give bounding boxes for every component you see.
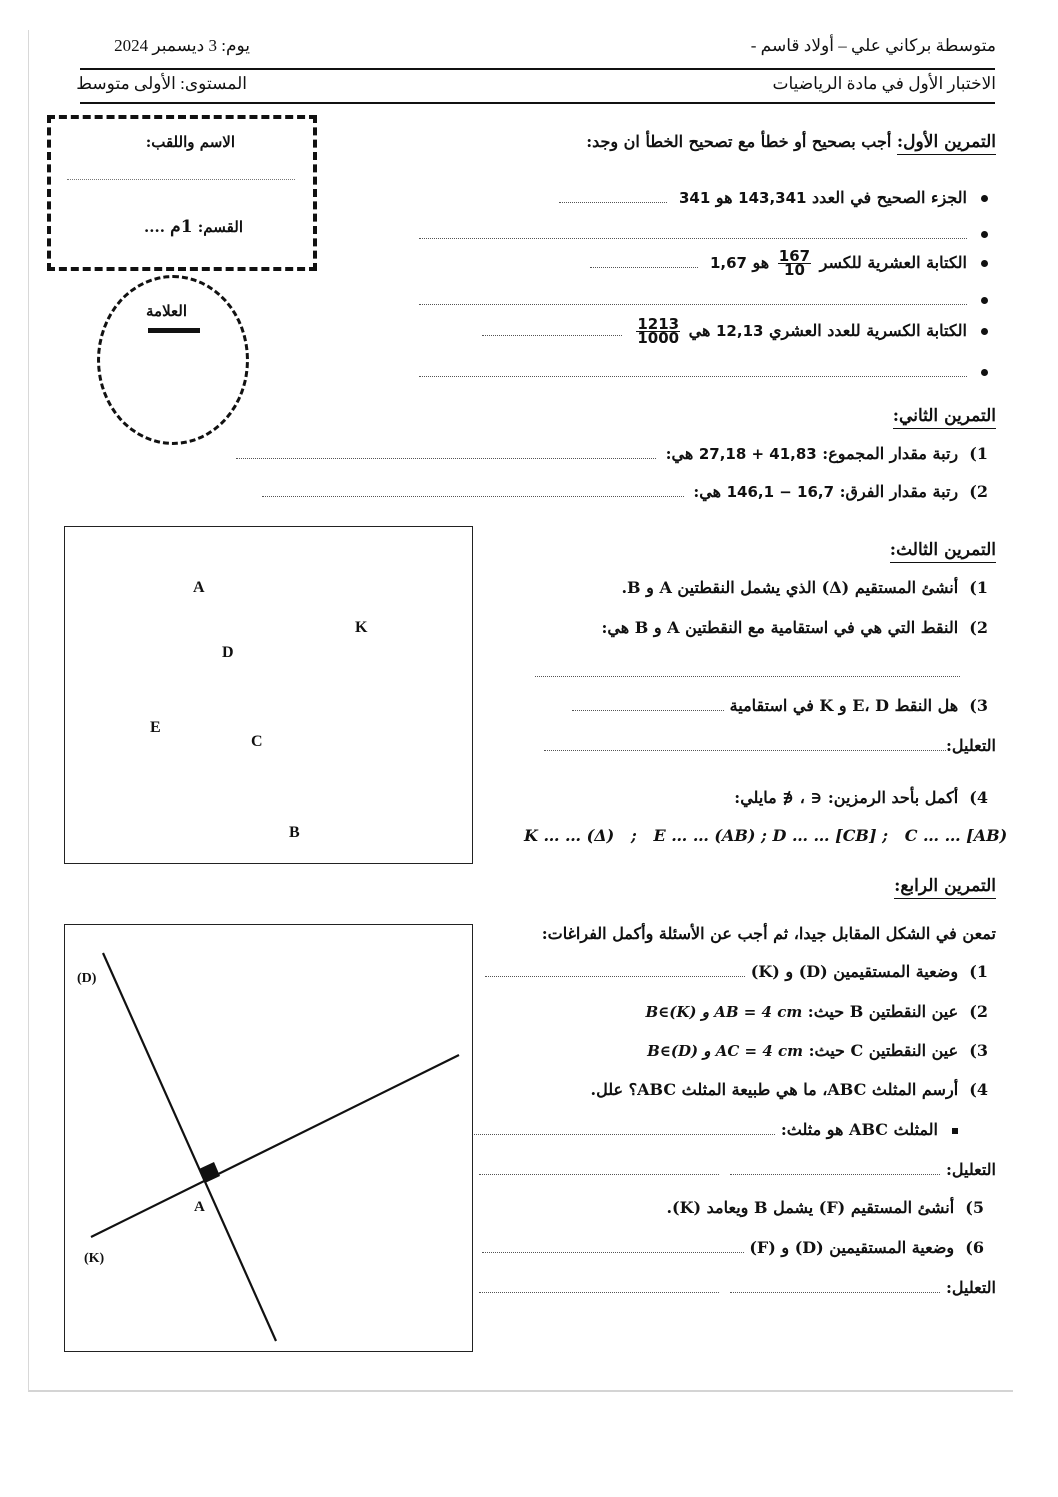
answer-field[interactable] xyxy=(236,448,656,459)
exercise2-header xyxy=(893,406,996,426)
ex3-symbols-line[interactable]: K … … (Δ) ; E … … (AB) ; D … … [CB] ; C … … [AB) xyxy=(524,826,1008,845)
ex3-item-2: 2) النقط التي هي في استقامية مع النقطتين A و B هي: xyxy=(601,618,988,637)
name-field[interactable] xyxy=(67,179,295,180)
point-a-label: A xyxy=(194,1199,205,1215)
ex1-correction-1 xyxy=(419,224,988,243)
answer-field[interactable] xyxy=(559,192,667,203)
line-d-label: (D) xyxy=(77,971,97,986)
justify-field[interactable] xyxy=(479,1282,719,1293)
perpendicular-lines-diagram xyxy=(65,925,472,1351)
bullet-icon xyxy=(981,195,988,202)
mark-label: العلامة xyxy=(146,302,188,320)
level: المستوى: الأولى متوسط xyxy=(76,74,247,93)
ex4-justify-1 xyxy=(479,1160,996,1179)
mark-underline xyxy=(148,328,200,333)
justify-field[interactable] xyxy=(544,740,946,751)
exercise1-header xyxy=(586,132,996,152)
header-divider-top xyxy=(80,68,995,70)
justify-field[interactable] xyxy=(479,1164,719,1175)
school-name: متوسطة بركاني علي – أولاد قاسم - xyxy=(750,36,996,55)
exercise4-intro: تمعن في الشكل المقابل جيدا، ثم أجب عن الأسئلة وأكمل الفراغات: xyxy=(541,924,996,943)
ex4-item-1: 1) وضعية المستقيمين (D) و (K) xyxy=(485,962,988,981)
justify-field[interactable] xyxy=(730,1164,940,1175)
exercise4-figure xyxy=(64,924,473,1352)
class-field[interactable] xyxy=(144,217,243,237)
justify-field[interactable] xyxy=(730,1282,940,1293)
point-label-b: B xyxy=(289,824,300,841)
class-suffix: .... xyxy=(144,218,171,236)
bullet-icon xyxy=(981,369,988,376)
exercise3-header xyxy=(890,540,996,560)
exercise4-title: التمرين الرابع: xyxy=(894,876,996,899)
mark-circle xyxy=(97,275,249,445)
exercise3-figure xyxy=(64,526,473,864)
right-angle-marker xyxy=(199,1162,220,1183)
ex2-item-1: 1) رتبة مقدار المجموع: 27,18 + 41,83 هي: xyxy=(236,444,988,463)
ex3-answer-2[interactable] xyxy=(535,662,960,681)
class-value: 1م xyxy=(170,217,193,237)
exam-date: يوم: 3 ديسمبر 2024 xyxy=(114,36,250,55)
ex1-item-1: الجزء الصحيح في العدد 143,341 هو 341 xyxy=(559,188,988,207)
answer-field[interactable] xyxy=(482,1242,744,1253)
point-label-a: A xyxy=(193,579,205,596)
ex4-triangle-line: المثلث ABC هو مثلث: xyxy=(463,1120,958,1139)
answer-field[interactable] xyxy=(590,257,698,268)
square-bullet-icon xyxy=(952,1128,958,1134)
line-k xyxy=(91,1055,459,1237)
line-d xyxy=(103,953,276,1341)
exam-title: الاختبار الأول في مادة الرياضيات xyxy=(772,74,996,93)
ex4-item-2: 2) عين النقطتين B حيث: B∈(K) و AB = 4 cm xyxy=(645,1002,988,1021)
header-divider-bottom xyxy=(80,102,995,104)
justify-label: التعليل: xyxy=(945,1278,996,1297)
ex4-item-3: 3) عين النقطتين C حيث: B∈(D) و AC = 4 cm xyxy=(647,1041,988,1060)
ex2-item-2: 2) رتبة مقدار الفرق: 146,1 − 16,7 هي: xyxy=(262,482,988,501)
ex4-item-5: 5) أنشئ المستقيم (F) يشمل B ويعامد (K). xyxy=(666,1198,984,1217)
ex4-item-4: 4) أرسم المثلث ABC، ما هي طبيعة المثلث ABC؟ علل. xyxy=(590,1080,988,1099)
correction-field[interactable] xyxy=(419,366,967,377)
ex1-correction-2 xyxy=(419,290,988,309)
ex3-item-1: 1) أنشئ المستقيم (Δ) الذي يشمل النقطتين A و B. xyxy=(621,578,988,597)
point-label-e: E xyxy=(150,719,161,736)
exercise1-title: التمرين الأول: xyxy=(897,132,996,155)
name-label: الاسم واللقب: xyxy=(145,133,235,151)
bullet-icon xyxy=(981,297,988,304)
point-label-d: D xyxy=(222,644,234,661)
ex1-item-2: الكتابة العشرية للكسر $\frac{167}{10}$ هو 1,67 xyxy=(590,250,988,277)
exercise1-instruction: أجب بصحيح أو خطأ مع تصحيح الخطأ ان وجد: xyxy=(586,132,897,151)
point-label-k: K xyxy=(355,619,368,636)
student-info-box xyxy=(47,115,317,271)
ex3-item-4: 4) أكمل بأحد الرمزين: ∈ ، ∉ مايلي: xyxy=(734,788,988,807)
answer-field[interactable] xyxy=(262,486,684,497)
ex3-justify xyxy=(544,736,996,755)
answer-field[interactable] xyxy=(463,1124,775,1135)
exercise3-title: التمرين الثالث: xyxy=(890,540,996,563)
correction-field[interactable] xyxy=(419,294,967,305)
line-k-label: (K) xyxy=(84,1251,105,1266)
fraction: $\frac{167}{10}$ xyxy=(778,247,811,279)
fraction: $\frac{1213}{1000}$ xyxy=(637,315,680,347)
justify-label: التعليل: xyxy=(945,736,996,755)
bullet-icon xyxy=(981,328,988,335)
answer-field[interactable] xyxy=(485,966,745,977)
ex1-correction-3 xyxy=(419,362,988,381)
ex4-justify-2 xyxy=(479,1278,996,1297)
exercise4-header xyxy=(894,876,996,896)
bullet-icon xyxy=(981,231,988,238)
ex4-item-6: 6) وضعية المستقيمين (D) و (F) xyxy=(482,1238,984,1257)
answer-field[interactable] xyxy=(482,325,622,336)
bullet-icon xyxy=(981,260,988,267)
correction-field[interactable] xyxy=(419,228,967,239)
answer-field[interactable] xyxy=(572,700,724,711)
class-label: القسم: xyxy=(192,218,243,236)
point-label-c: C xyxy=(251,733,263,750)
justify-label: التعليل: xyxy=(945,1160,996,1179)
ex3-item-3: 3) هل النقط E، D و K في استقامية xyxy=(572,696,988,715)
ex1-item-3: الكتابة الكسرية للعدد العشري 12,13 هي $\frac{1213}{1000}$ xyxy=(482,318,988,345)
exercise2-title: التمرين الثاني: xyxy=(893,406,996,429)
